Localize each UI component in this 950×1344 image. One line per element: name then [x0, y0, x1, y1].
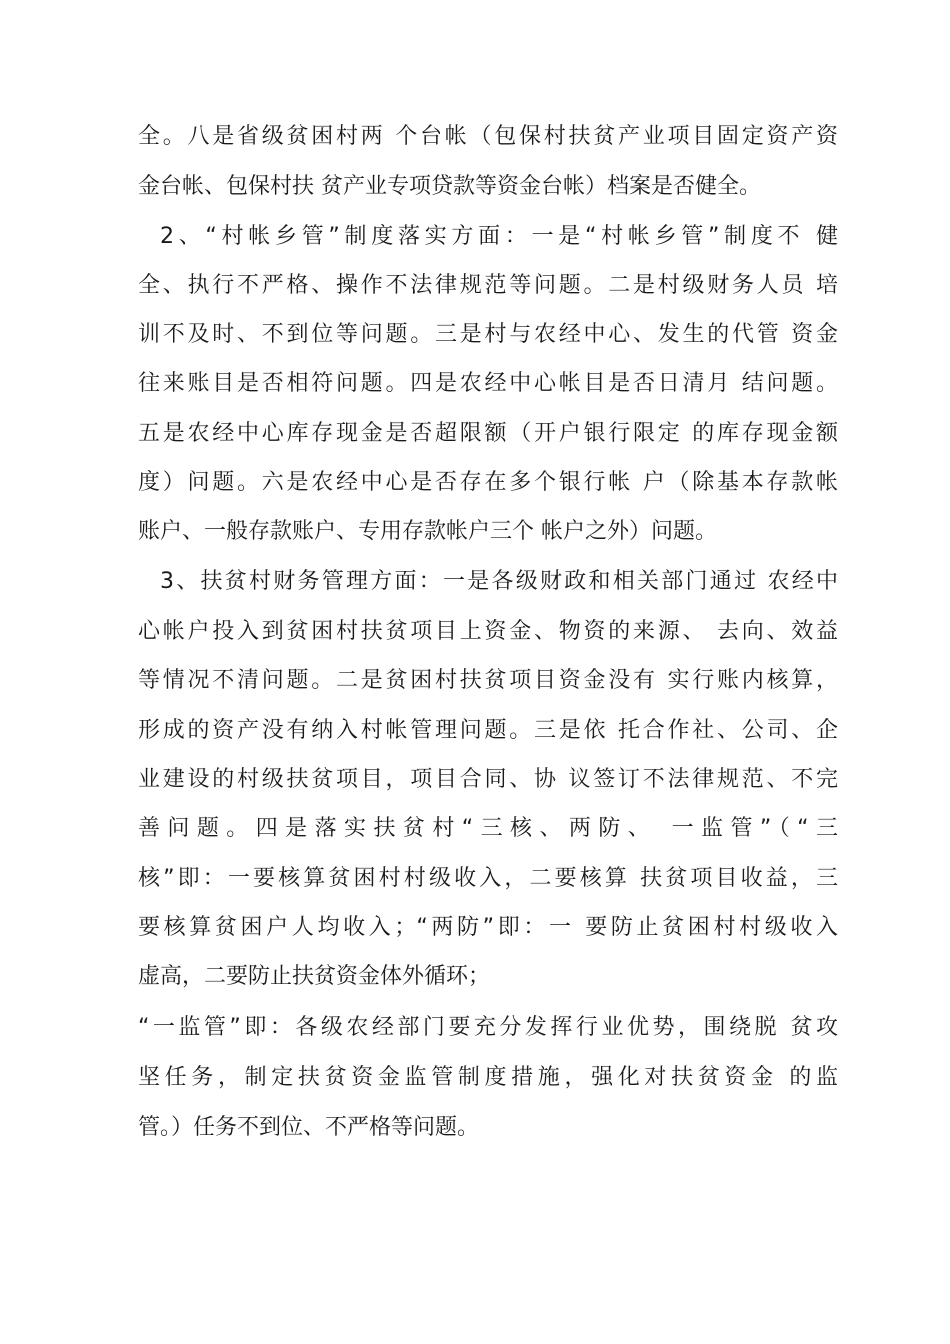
text-line: 核”即：一要核算贫困村村级收入，二要核算 扶贫项目收益，三	[138, 866, 838, 891]
text-line: 往来账目是否相符问题。四是农经中心帐目是否日清月 结问题。	[138, 371, 838, 396]
text-line: 业建设的村级扶贫项目，项目合同、协 议签订不法律规范、不完	[138, 767, 838, 792]
text-line: 度）问题。六是农经中心是否存在多个银行帐 户（除基本存款帐	[138, 470, 838, 495]
text-line: 账户、一般存款账户、专用存款帐户三个 帐户之外）问题。	[138, 519, 717, 544]
text-line: 形成的资产没有纳入村帐管理问题。三是依 托合作社、公司、企	[138, 718, 838, 743]
text-line: 等情况不清问题。二是贫困村扶贫项目资金没有 实行账内核算，	[138, 668, 838, 693]
text-line: 金台帐、包保村扶 贫产业专项贷款等资金台帐）档案是否健全。	[138, 174, 761, 199]
text-line: 心帐户投入到贫困村扶贫项目上资金、物资的来源、 去向、效益	[138, 619, 838, 644]
text-line: 要核算贫困户人均收入；“两防”即：一 要防止贫困村村级收入	[138, 915, 838, 940]
text-line: 全、执行不严格、操作不法律规范等问题。二是村级财务人员 培	[138, 273, 838, 298]
paragraph-3-start: 3、扶贫村财务管理方面：一是各级财政和相关部门通过 农经中	[160, 569, 838, 594]
text-line: 虚高，二要防止扶贫资金体外循环；	[138, 964, 491, 989]
paragraph-2-start: 2、“村帐乡管”制度落实方面：一是“村帐乡管”制度不 健	[160, 224, 838, 249]
text-line: 坚任务，制定扶贫资金监管制度措施，强化对扶贫资金 的监	[138, 1065, 838, 1090]
text-line: 管。）任务不到位、不严格等问题。	[138, 1115, 480, 1140]
text-line: 善问题。四是落实扶贫村“三核、两防、 一监管”（“三	[138, 816, 838, 841]
text-line: 五是农经中心库存现金是否超限额（开户银行限定 的库存现金额	[138, 421, 838, 446]
text-line: 全。八是省级贫困村两 个台帐（包保村扶贫产业项目固定资产资	[138, 124, 838, 149]
text-line: “一监管”即：各级农经部门要充分发挥行业优势，围绕脱 贫攻	[138, 1015, 838, 1040]
text-line: 训不及时、不到位等问题。三是村与农经中心、发生的代管 资金	[138, 322, 838, 347]
